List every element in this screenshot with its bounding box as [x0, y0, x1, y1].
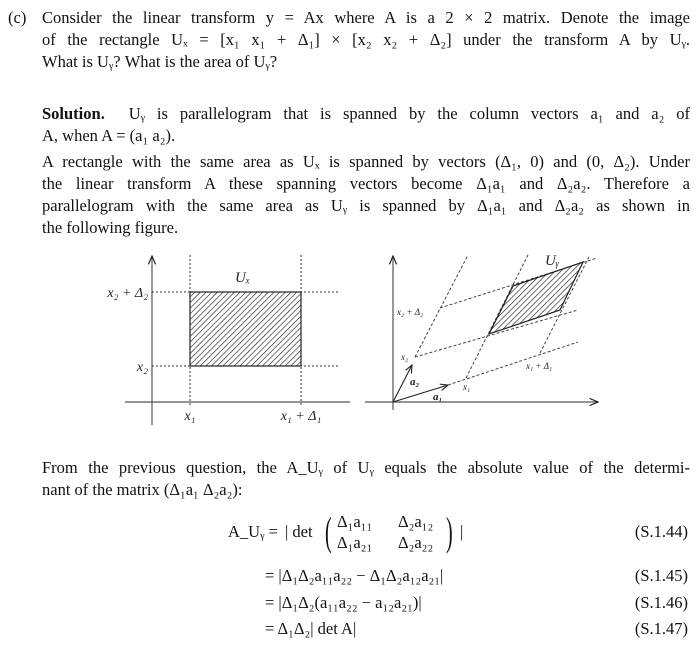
solution-line: the following figure.: [42, 218, 179, 237]
left-paren: (: [325, 509, 332, 554]
x-tick-label: x₁: [184, 409, 196, 424]
y-tick-label: x₂: [136, 360, 148, 375]
matrix-cell: Δ₂a₂₂: [398, 533, 434, 552]
equation-number: (S.1.45): [634, 566, 688, 585]
solution-heading: Solution.: [42, 104, 105, 123]
solution-line: A, when A = (a₁ a₂).: [42, 126, 176, 145]
line-label: x₂ + Δ₂: [397, 307, 424, 317]
after-figure-line: nant of the matrix (Δ₁a₁ Δ₂a₂):: [42, 480, 243, 499]
ux-label: Uₓ: [235, 270, 251, 286]
x-tick-label: x₁ + Δ₁: [280, 409, 322, 424]
abs-bar: |: [460, 522, 464, 541]
line-label: x₂: [401, 352, 409, 362]
equation-rhs: = |Δ₁Δ₂(a₁₁a₂₂ − a₁₂a₂₁)|: [265, 593, 422, 612]
after-figure-line: From the previous question, the A_Uᵧ of Uᵧ equals the absolute value of the determi-: [42, 458, 690, 477]
solution-line: the linear transform A these spanning vectors become Δ₁a₁ and Δ₂a₂. Therefore a: [42, 174, 690, 193]
problem-line: What is Uᵧ? What is the area of Uᵧ?: [42, 52, 278, 71]
uy-label: Uᵧ: [545, 253, 560, 269]
line-label: x₁ + Δ₁: [526, 361, 553, 371]
parallelogram-uy: [489, 262, 583, 334]
solution-line: A rectangle with the same area as Uₓ is spanned by vectors (Δ₁, 0) and (0, Δ₂). Under: [42, 152, 690, 171]
matrix-cell: Δ₂a₁₂: [398, 512, 434, 531]
matrix-cell: Δ₁a₂₁: [337, 533, 373, 552]
vector-label: a₁: [433, 391, 443, 403]
equation-lhs: A_Uᵧ =: [228, 522, 278, 541]
equation-number: (S.1.46): [634, 593, 688, 612]
equation-rhs: = Δ₁Δ₂| det A|: [265, 619, 357, 638]
vector-label: a₂: [410, 376, 420, 388]
problem-line: of the rectangle Uₓ = [x₁ x₁ + Δ₁] × [x₂ x₂ + Δ₂] under the transform A by Uᵧ.: [42, 30, 690, 49]
problem-label: (c): [8, 8, 27, 27]
equation-number: (S.1.44): [634, 522, 688, 541]
matrix-cell: Δ₁a₁₁: [337, 512, 373, 531]
equation-number: (S.1.47): [634, 619, 688, 638]
right-paren: ): [446, 509, 453, 554]
det-prefix: | det: [285, 522, 313, 541]
rectangle-ux: [190, 292, 301, 366]
y-tick-label: x₂ + Δ₂: [107, 286, 148, 301]
line-label: x₁: [463, 382, 471, 392]
solution-line: parallelogram with the same area as Uᵧ is spanned by Δ₁a₁ and Δ₂a₂ as shown in: [42, 196, 690, 215]
solution-text: Uᵧ is parallelogram that is spanned by the column vectors a₁ and a₂ of: [128, 104, 691, 123]
equation-rhs: = |Δ₁Δ₂a₁₁a₂₂ − Δ₁Δ₂a₁₂a₂₁|: [265, 566, 444, 585]
problem-line: Consider the linear transform y = Ax where A is a 2 × 2 matrix. Denote the image: [42, 8, 690, 27]
